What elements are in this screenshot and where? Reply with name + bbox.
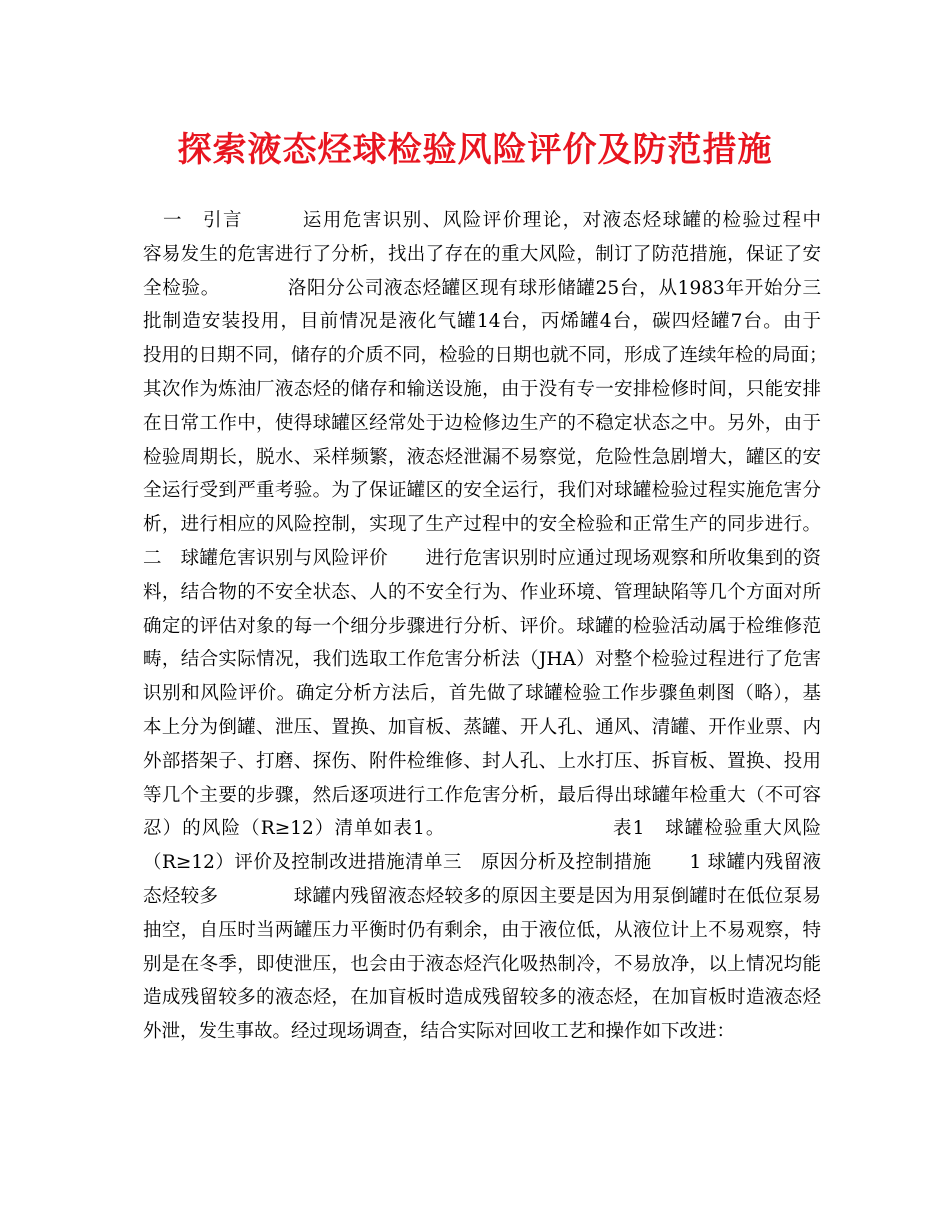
body-line: 外泄，发生事故。经过现场调查，结合实际对回收工艺和操作如下改进： xyxy=(143,1021,736,1043)
document-body xyxy=(143,204,828,1049)
body-line: 批制造安装投用，目前情况是液化气罐14台，丙烯罐4台，碳四烃罐7台。由于 xyxy=(143,311,821,333)
body-line: （R≥12）评价及控制改进措施清单三 原因分析及控制措施 1 球罐内残留液 xyxy=(143,852,821,874)
body-line: 识别和风险评价。确定分析方法后，首先做了球罐检验工作步骤鱼刺图（略），基 xyxy=(143,683,821,705)
body-line: 全运行受到严重考验。为了保证罐区的安全运行，我们对球罐检验过程实施危害分 xyxy=(143,480,821,502)
body-line: 态烃较多 球罐内残留液态烃较多的原因主要是因为用泵倒罐时在低位泵易 xyxy=(143,885,821,907)
body-line: 在日常工作中，使得球罐区经常处于边检修边生产的不稳定状态之中。另外，由于 xyxy=(143,412,821,434)
body-line: 别是在冬季，即使泄压，也会由于液态烃汽化吸热制冷，不易放净，以上情况均能 xyxy=(143,953,821,975)
body-line: 外部搭架子、打磨、探伤、附件检维修、封人孔、上水打压、拆盲板、置换、投用 xyxy=(143,750,821,772)
body-line: 确定的评估对象的每一个细分步骤进行分析、评价。球罐的检验活动属于检维修范 xyxy=(143,615,821,637)
body-line: 检验周期长，脱水、采样频繁，液态烃泄漏不易察觉，危险性急剧增大，罐区的安 xyxy=(143,446,821,468)
body-line: 料，结合物的不安全状态、人的不安全行为、作业环境、管理缺陷等几个方面对所 xyxy=(143,581,821,603)
body-line: 容易发生的危害进行了分析，找出了存在的重大风险，制订了防范措施，保证了安 xyxy=(143,243,821,265)
body-line: 等几个主要的步骤，然后逐项进行工作危害分析，最后得出球罐年检重大（不可容 xyxy=(143,784,821,806)
body-line: 二 球罐危害识别与风险评价 进行危害识别时应通过现场观察和所收集到的资 xyxy=(143,547,821,569)
body-line: 全检验。 洛阳分公司液态烃罐区现有球形储罐25台，从1983年开始分三 xyxy=(143,277,821,299)
body-line: 其次作为炼油厂液态烃的储存和输送设施，由于没有专一安排检修时间，只能安排 xyxy=(143,378,821,400)
document-title: 探索液态烃球检验风险评价及防范措施 xyxy=(177,130,773,170)
body-line: 畴，结合实际情况，我们选取工作危害分析法（JHA）对整个检验过程进行了危害 xyxy=(143,649,821,671)
body-line: 抽空，自压时当两罐压力平衡时仍有剩余，由于液位低，从液位计上不易观察，特 xyxy=(143,919,821,941)
body-line: 投用的日期不同，储存的介质不同，检验的日期也就不同，形成了连续年检的局面； xyxy=(143,345,828,367)
body-line: 本上分为倒罐、泄压、置换、加盲板、蒸罐、开人孔、通风、清罐、开作业票、内 xyxy=(143,716,821,738)
body-line: 忍）的风险（R≥12）清单如表1。 表1 球罐检验重大风险 xyxy=(143,818,821,840)
body-line: 一 引言 运用危害识别、风险评价理论，对液态烃球罐的检验过程中 xyxy=(143,210,821,231)
body-line: 析，进行相应的风险控制，实现了生产过程中的安全检验和正常生产的同步进行。 xyxy=(143,514,821,536)
body-line: 造成残留较多的液态烃，在加盲板时造成残留较多的液态烃，在加盲板时造液态烃 xyxy=(143,987,821,1009)
